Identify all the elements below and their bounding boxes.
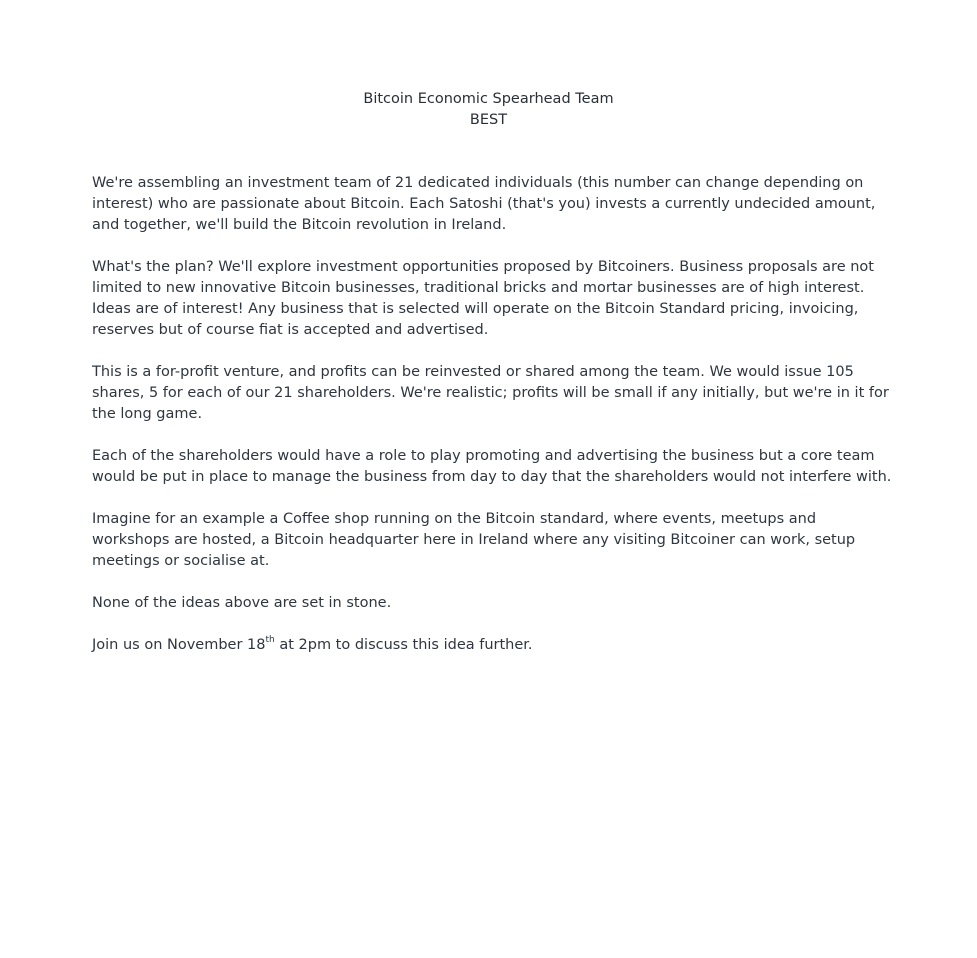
paragraph-example: Imagine for an example a Coffee shop running on the Bitcoin standard, where events, meetups and workshops are hosted, a Bitcoin headquarter here in Ireland where any visiting Bitcoiner can work, setup meetings or socialise at. [92,511,856,569]
paragraph-profit: This is a for-profit venture, and profits can be reinvested or shared among the team. We would issue 105 shares, 5 for each of our 21 shareholders. We're realistic; profits will be small if any initially, but we're in it for the long game. [92,364,889,422]
document-title: Bitcoin Economic Spearhead Team [363,91,614,107]
paragraph-plan: What's the plan? We'll explore investment opportunities proposed by Bitcoiners. Business proposals are not limited to new innovative Bitcoin businesses, traditional bricks and mortar businesses are of high interest. Ideas are of interest! Any business that is selected will operate on the Bitcoin Standard pricing, invoicing, reserves but of course fiat is accepted and advertised. [92,259,874,338]
paragraph-disclaimer: None of the ideas above are set in stone. [92,595,392,611]
paragraph-roles: Each of the shareholders would have a role to play promoting and advertising the business but a core team would be put in place to manage the business from day to day that the shareholders would not interfere with. [92,448,892,485]
invitation-prefix: Join us on November 18 [92,637,266,653]
paragraph-intro: We're assembling an investment team of 21 dedicated individuals (this number can change depending on interest) who are passionate about Bitcoin. Each Satoshi (that's you) invests a currently undecided amount, and together, we'll build the Bitcoin revolution in Ireland. [92,175,876,233]
ordinal-suffix: th [265,635,275,646]
document-acronym: BEST [469,112,508,128]
document-body [92,173,892,677]
document-header [0,89,977,131]
paragraph-invitation [92,635,892,656]
invitation-rest: at 2pm to discuss this idea further. [274,637,533,653]
